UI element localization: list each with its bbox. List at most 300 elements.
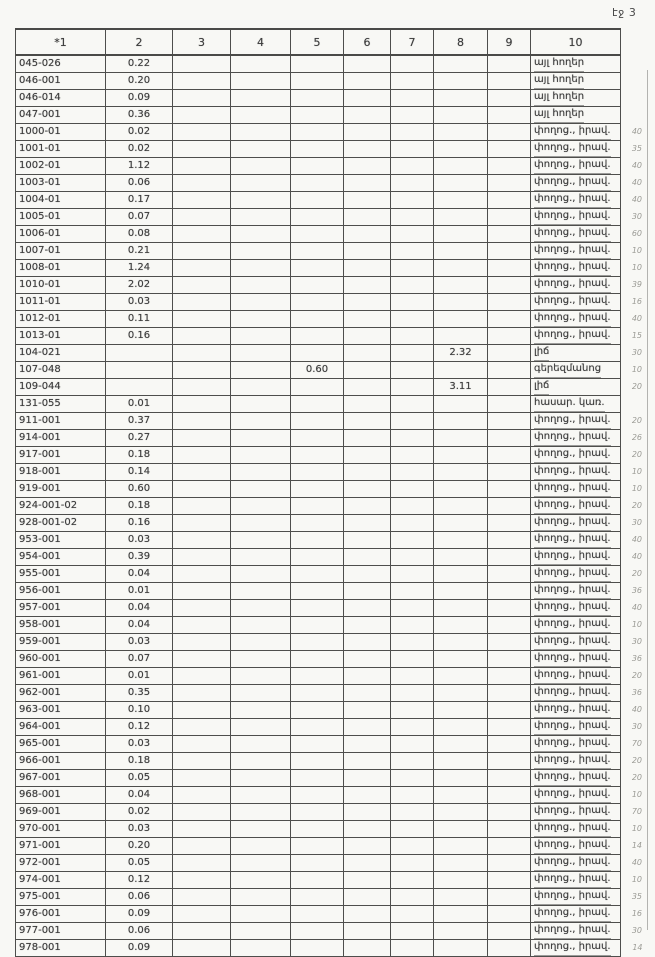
land-use-cell [531, 277, 621, 294]
value-cell [391, 158, 434, 175]
value-cell [434, 226, 488, 243]
table-row [16, 464, 644, 481]
value-cell [173, 634, 231, 651]
value-cell [231, 260, 291, 277]
value-cell [391, 770, 434, 787]
value-cell [391, 498, 434, 515]
land-use-cell [531, 634, 621, 651]
value-cell: 1.12 [106, 158, 173, 175]
land-use-label: փողոց., իրավ. [534, 685, 611, 701]
parcel-id-cell: 1005-01 [16, 209, 106, 226]
value-cell [231, 549, 291, 566]
value-cell [231, 719, 291, 736]
value-cell [434, 838, 488, 855]
value-cell [106, 345, 173, 362]
value-cell [173, 396, 231, 413]
land-use-cell [531, 464, 621, 481]
value-cell [173, 209, 231, 226]
value-cell [344, 668, 391, 685]
value-cell [344, 804, 391, 821]
land-use-label: փողոց., իրավ. [534, 141, 611, 157]
parcel-id-cell: 1003-01 [16, 175, 106, 192]
value-cell [291, 124, 344, 141]
parcel-id-cell: 919-001 [16, 481, 106, 498]
margin-mark: 20 [631, 416, 642, 425]
value-cell [434, 464, 488, 481]
land-use-cell [531, 328, 621, 345]
value-cell [173, 821, 231, 838]
table-row [16, 753, 644, 770]
value-cell [291, 583, 344, 600]
value-cell [434, 906, 488, 923]
value-cell [344, 243, 391, 260]
land-use-cell [531, 923, 621, 940]
value-cell: 0.09 [106, 90, 173, 107]
land-use-label: փողոց., իրավ. [534, 447, 611, 463]
value-cell: 0.04 [106, 600, 173, 617]
land-use-cell [531, 294, 621, 311]
value-cell: 0.18 [106, 498, 173, 515]
value-cell [173, 872, 231, 889]
value-cell [488, 923, 531, 940]
value-cell: 0.09 [106, 940, 173, 957]
value-cell [231, 413, 291, 430]
parcel-id-cell: 928-001-02 [16, 515, 106, 532]
value-cell [391, 566, 434, 583]
value-cell: 0.04 [106, 566, 173, 583]
land-use-label: լիճ [534, 379, 549, 395]
value-cell [231, 736, 291, 753]
value-cell [231, 532, 291, 549]
value-cell [291, 209, 344, 226]
value-cell [434, 362, 488, 379]
value-cell [173, 328, 231, 345]
value-cell [344, 158, 391, 175]
value-cell [488, 158, 531, 175]
value-cell [391, 55, 434, 73]
margin-mark: 40 [631, 127, 642, 136]
value-cell [231, 141, 291, 158]
table-row [16, 702, 644, 719]
value-cell [434, 770, 488, 787]
table-row [16, 192, 644, 209]
margin-mark [621, 73, 644, 90]
table-row [16, 515, 644, 532]
land-use-label: փողոց., իրավ. [534, 804, 611, 820]
value-cell [173, 532, 231, 549]
margin-mark: 20 [631, 671, 642, 680]
value-cell [344, 549, 391, 566]
parcel-id-cell: 956-001 [16, 583, 106, 600]
land-use-label: փողոց., իրավ. [534, 583, 611, 599]
value-cell [231, 906, 291, 923]
value-cell [391, 753, 434, 770]
land-use-label: փողոց., իրավ. [534, 515, 611, 531]
value-cell [434, 940, 488, 957]
margin-mark: 20 [631, 501, 642, 510]
value-cell [488, 719, 531, 736]
value-cell [488, 855, 531, 872]
value-cell [291, 243, 344, 260]
table-row [16, 889, 644, 906]
value-cell: 0.16 [106, 328, 173, 345]
value-cell [231, 855, 291, 872]
value-cell: 0.20 [106, 73, 173, 90]
margin-mark: 10 [631, 263, 642, 272]
page-number-label: էջ 3 [612, 6, 637, 19]
value-cell [231, 668, 291, 685]
value-cell [231, 328, 291, 345]
parcel-id-cell: 957-001 [16, 600, 106, 617]
value-cell [231, 430, 291, 447]
value-cell [231, 872, 291, 889]
value-cell [173, 430, 231, 447]
value-cell [291, 192, 344, 209]
margin-mark: 10 [631, 484, 642, 493]
land-use-label: փողոց., իրավ. [534, 175, 611, 191]
value-cell [434, 277, 488, 294]
value-cell [231, 923, 291, 940]
margin-mark: 10 [631, 824, 642, 833]
margin-mark: 40 [631, 535, 642, 544]
parcel-id-cell: 1004-01 [16, 192, 106, 209]
parcel-id-cell: 975-001 [16, 889, 106, 906]
value-cell [488, 430, 531, 447]
margin-mark: 15 [631, 331, 642, 340]
value-cell [434, 90, 488, 107]
land-use-cell [531, 736, 621, 753]
value-cell [488, 753, 531, 770]
land-use-label: փողոց., իրավ. [534, 192, 611, 208]
value-cell [231, 566, 291, 583]
value-cell [344, 855, 391, 872]
value-cell [173, 736, 231, 753]
value-cell [391, 175, 434, 192]
table-row [16, 124, 644, 141]
land-use-label: փողոց., իրավ. [534, 243, 611, 259]
value-cell [391, 90, 434, 107]
land-use-cell [531, 532, 621, 549]
value-cell: 0.02 [106, 124, 173, 141]
table-row [16, 243, 644, 260]
land-use-label: փողոց., իրավ. [534, 906, 611, 922]
margin-mark: 40 [631, 552, 642, 561]
value-cell [231, 158, 291, 175]
value-cell [488, 583, 531, 600]
value-cell [488, 226, 531, 243]
land-use-label: փողոց., իրավ. [534, 753, 611, 769]
value-cell [291, 447, 344, 464]
parcel-id-cell: 1011-01 [16, 294, 106, 311]
land-use-cell [531, 430, 621, 447]
table-row [16, 158, 644, 175]
parcel-id-cell: 976-001 [16, 906, 106, 923]
value-cell [391, 396, 434, 413]
value-cell: 0.03 [106, 821, 173, 838]
value-cell [488, 685, 531, 702]
land-use-label: լիճ [534, 345, 549, 361]
parcel-id-cell: 965-001 [16, 736, 106, 753]
land-use-label: փողոց., իրավ. [534, 294, 611, 310]
value-cell [231, 107, 291, 124]
value-cell [344, 90, 391, 107]
value-cell: 2.02 [106, 277, 173, 294]
value-cell [391, 430, 434, 447]
land-use-cell [531, 362, 621, 379]
value-cell [291, 311, 344, 328]
parcel-id-cell: 1002-01 [16, 158, 106, 175]
value-cell [344, 311, 391, 328]
column-header-2: 2 [106, 29, 173, 55]
land-use-cell [531, 141, 621, 158]
value-cell [173, 345, 231, 362]
land-use-cell [531, 73, 621, 90]
value-cell [488, 770, 531, 787]
table-row [16, 175, 644, 192]
margin-mark: 60 [631, 229, 642, 238]
parcel-id-cell: 911-001 [16, 413, 106, 430]
parcel-id-cell: 959-001 [16, 634, 106, 651]
value-cell [434, 889, 488, 906]
value-cell [173, 855, 231, 872]
value-cell [488, 702, 531, 719]
value-cell [391, 532, 434, 549]
column-header-3: 3 [173, 29, 231, 55]
value-cell [291, 379, 344, 396]
margin-mark: 35 [631, 892, 642, 901]
value-cell [173, 838, 231, 855]
value-cell [391, 702, 434, 719]
table-row [16, 481, 644, 498]
value-cell [231, 55, 291, 73]
land-use-label: փողոց., իրավ. [534, 311, 611, 327]
margin-mark: 36 [631, 654, 642, 663]
value-cell [291, 464, 344, 481]
value-cell [173, 243, 231, 260]
margin-mark [621, 90, 644, 107]
land-use-cell [531, 481, 621, 498]
value-cell: 0.60 [291, 362, 344, 379]
value-cell [173, 277, 231, 294]
value-cell [488, 243, 531, 260]
value-cell [231, 583, 291, 600]
value-cell: 0.17 [106, 192, 173, 209]
land-use-label: փողոց., իրավ. [534, 787, 611, 803]
value-cell: 0.06 [106, 175, 173, 192]
value-cell [488, 566, 531, 583]
value-cell: 0.39 [106, 549, 173, 566]
value-cell [344, 583, 391, 600]
margin-mark: 36 [631, 688, 642, 697]
value-cell [391, 311, 434, 328]
land-use-label: փողոց., իրավ. [534, 736, 611, 752]
value-cell [434, 73, 488, 90]
table-row [16, 719, 644, 736]
value-cell [344, 770, 391, 787]
parcel-id-cell: 961-001 [16, 668, 106, 685]
value-cell: 3.11 [434, 379, 488, 396]
land-use-label: այլ հողեր [534, 73, 584, 89]
parcel-id-cell: 1010-01 [16, 277, 106, 294]
parcel-id-cell: 967-001 [16, 770, 106, 787]
land-use-label: հասար. կառ. [534, 396, 605, 412]
value-cell: 0.06 [106, 923, 173, 940]
value-cell [391, 362, 434, 379]
table-row [16, 566, 644, 583]
value-cell [231, 702, 291, 719]
land-registry-table [15, 28, 644, 957]
margin-mark: 10 [631, 246, 642, 255]
table-row [16, 940, 644, 957]
value-cell: 0.18 [106, 447, 173, 464]
value-cell [344, 226, 391, 243]
value-cell [291, 617, 344, 634]
land-use-cell [531, 192, 621, 209]
value-cell [434, 107, 488, 124]
value-cell [488, 549, 531, 566]
value-cell [173, 107, 231, 124]
land-use-label: փողոց., իրավ. [534, 430, 611, 446]
value-cell [391, 651, 434, 668]
margin-mark: 30 [631, 518, 642, 527]
value-cell [231, 838, 291, 855]
land-use-cell [531, 90, 621, 107]
value-cell [488, 175, 531, 192]
value-cell [391, 107, 434, 124]
value-cell [391, 906, 434, 923]
value-cell [344, 872, 391, 889]
value-cell [291, 73, 344, 90]
value-cell [391, 345, 434, 362]
value-cell [231, 277, 291, 294]
value-cell: 0.04 [106, 787, 173, 804]
value-cell [173, 651, 231, 668]
value-cell [173, 753, 231, 770]
value-cell [291, 651, 344, 668]
value-cell [344, 107, 391, 124]
value-cell [434, 549, 488, 566]
value-cell [488, 634, 531, 651]
value-cell [291, 396, 344, 413]
value-cell [291, 175, 344, 192]
parcel-id-cell: 917-001 [16, 447, 106, 464]
value-cell [391, 668, 434, 685]
land-use-label: փողոց., իրավ. [534, 481, 611, 497]
value-cell [391, 549, 434, 566]
value-cell: 0.12 [106, 719, 173, 736]
table-row [16, 634, 644, 651]
value-cell [344, 362, 391, 379]
value-cell [488, 617, 531, 634]
value-cell [291, 872, 344, 889]
value-cell [231, 685, 291, 702]
value-cell [488, 736, 531, 753]
value-cell: 0.01 [106, 668, 173, 685]
land-use-cell [531, 702, 621, 719]
value-cell [173, 379, 231, 396]
value-cell [291, 413, 344, 430]
land-use-label: այլ հողեր [534, 56, 584, 72]
table-row [16, 770, 644, 787]
land-use-label: փողոց., իրավ. [534, 464, 611, 480]
value-cell: 0.06 [106, 889, 173, 906]
value-cell [291, 226, 344, 243]
land-use-cell [531, 107, 621, 124]
value-cell [434, 141, 488, 158]
value-cell [291, 685, 344, 702]
value-cell: 0.20 [106, 838, 173, 855]
value-cell [391, 328, 434, 345]
table-body [16, 55, 644, 957]
table-row [16, 583, 644, 600]
value-cell: 0.10 [106, 702, 173, 719]
margin-mark: 16 [631, 909, 642, 918]
land-use-label: փողոց., իրավ. [534, 600, 611, 616]
parcel-id-cell: 1013-01 [16, 328, 106, 345]
value-cell [488, 192, 531, 209]
value-cell [344, 141, 391, 158]
parcel-id-cell: 978-001 [16, 940, 106, 957]
table-row [16, 345, 644, 362]
value-cell [344, 379, 391, 396]
value-cell [291, 345, 344, 362]
value-cell: 0.05 [106, 855, 173, 872]
value-cell [291, 634, 344, 651]
value-cell [488, 872, 531, 889]
value-cell [488, 413, 531, 430]
land-use-label: փողոց., իրավ. [534, 413, 611, 429]
value-cell [488, 481, 531, 498]
value-cell [231, 175, 291, 192]
land-use-label: փողոց., իրավ. [534, 549, 611, 565]
value-cell [231, 362, 291, 379]
value-cell: 0.02 [106, 141, 173, 158]
margin-mark: 10 [631, 365, 642, 374]
value-cell: 0.04 [106, 617, 173, 634]
parcel-id-cell: 107-048 [16, 362, 106, 379]
value-cell [231, 447, 291, 464]
value-cell [173, 294, 231, 311]
land-use-label: այլ հողեր [534, 107, 584, 123]
margin-mark: 26 [631, 433, 642, 442]
value-cell [434, 175, 488, 192]
value-cell [488, 141, 531, 158]
value-cell [434, 311, 488, 328]
value-cell: 2.32 [434, 345, 488, 362]
value-cell [488, 90, 531, 107]
value-cell [344, 55, 391, 73]
value-cell [488, 294, 531, 311]
land-use-label: փողոց., իրավ. [534, 328, 611, 344]
margin-mark: 40 [631, 195, 642, 204]
value-cell [291, 804, 344, 821]
parcel-id-cell: 958-001 [16, 617, 106, 634]
value-cell [231, 600, 291, 617]
value-cell [173, 940, 231, 957]
value-cell [291, 328, 344, 345]
value-cell: 1.24 [106, 260, 173, 277]
land-use-label: փողոց., իրավ. [534, 889, 611, 905]
value-cell: 0.08 [106, 226, 173, 243]
value-cell [291, 566, 344, 583]
table-row [16, 277, 644, 294]
parcel-id-cell: 960-001 [16, 651, 106, 668]
table-row [16, 787, 644, 804]
land-use-label: փողոց., իրավ. [534, 277, 611, 293]
value-cell [344, 787, 391, 804]
value-cell [173, 413, 231, 430]
parcel-id-cell: 1001-01 [16, 141, 106, 158]
